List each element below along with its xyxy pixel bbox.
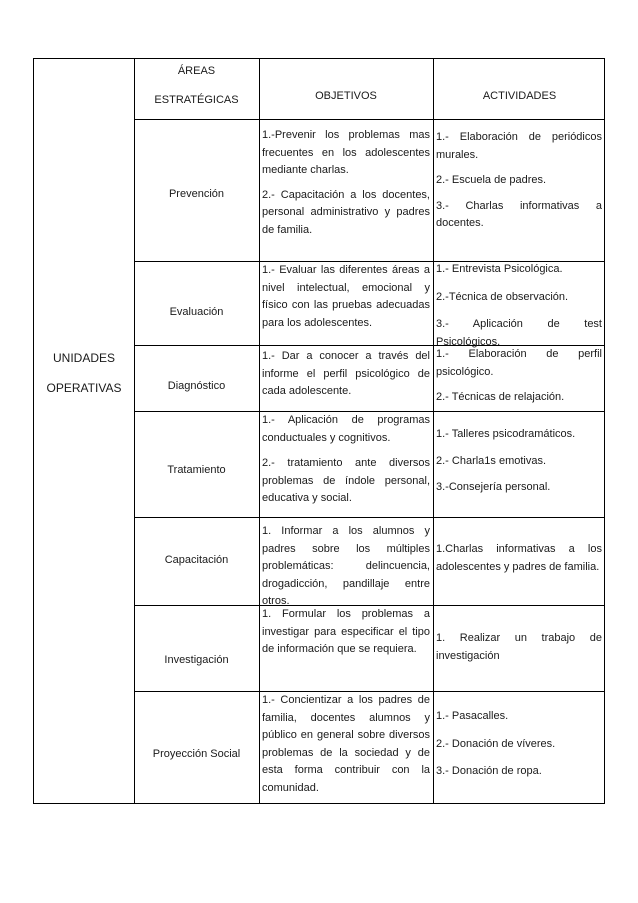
header-actividades: ACTIVIDADES <box>482 90 557 102</box>
actividad-text: 1.Charlas informativas a los adolescentes y padres de familia. <box>436 543 602 573</box>
actividad-text: 1.- Elaboración de periódicos murales. <box>436 131 602 161</box>
actividad-text: 2.- Charla1s emotivas. <box>436 454 547 467</box>
actividad-text: 1.- Elaboración de perfil psicológico. <box>436 348 602 378</box>
objetivos-cell <box>262 348 430 401</box>
header-areas-line2: ESTRATÉGICAS <box>154 94 239 106</box>
unidades-line1: UNIDADES <box>52 351 115 365</box>
actividades-cell <box>436 129 602 233</box>
area-cell <box>134 261 259 345</box>
objetivos-cell <box>262 262 430 332</box>
objetivo-text: 1.- Aplicación de programas conductuales y cognitivos. <box>262 414 430 444</box>
header-objetivos: OBJETIVOS <box>315 90 377 102</box>
header-areas-line1: ÁREAS <box>177 65 216 77</box>
actividad-text: 1.- Pasacalles. <box>436 710 509 722</box>
actividad-text: 3.- Donación de ropa. <box>436 765 542 777</box>
area-cell <box>134 691 259 805</box>
area-label: Prevención <box>168 188 225 201</box>
area-cell <box>134 119 259 261</box>
area-label: Evaluación <box>169 306 224 319</box>
area-label: Tratamiento <box>167 464 226 477</box>
area-cell <box>134 345 259 411</box>
actividad-text: 2.- Donación de víveres. <box>436 737 556 750</box>
objetivos-cell <box>262 692 430 797</box>
actividad-text: 3.- Aplicación de test Psicológicos. <box>436 318 602 348</box>
actividad-text: 2.- Escuela de padres. <box>436 174 547 186</box>
objetivo-text: 1.- Concientizar a los padres de familia, docentes alumnos y público en general sobre diversos problemas de la sociedad y de esta forma contribuir con la comunidad. <box>262 694 430 794</box>
unidades-line2: OPERATIVAS <box>46 381 122 395</box>
actividad-text: 3.-Consejería personal. <box>436 481 551 493</box>
area-label: Capacitación <box>164 554 229 567</box>
objetivo-text: 1.- Evaluar las diferentes áreas a nivel intelectual, emocional y físico con las pruebas adecuadas para los adolescentes. <box>262 264 430 329</box>
actividades-cell <box>436 426 602 497</box>
area-label: Investigación <box>164 654 229 667</box>
actividades-cell <box>436 541 602 576</box>
area-cell <box>134 411 259 517</box>
actividad-text: 3.- Charlas informativas a docentes. <box>436 199 602 229</box>
objetivo-text: 2.- tratamiento ante diversos problemas de índole personal, educativa y social. <box>262 457 430 504</box>
objetivos-cell <box>262 412 430 508</box>
area-label: Proyección Social <box>152 748 241 761</box>
actividades-cell <box>436 261 602 351</box>
objetivos-cell <box>262 523 430 611</box>
actividad-text: 1.- Talleres psicodramáticos. <box>436 428 576 440</box>
actividad-text: 2.-Técnica de observación. <box>436 290 569 303</box>
actividad-text: 1. Realizar un trabajo de investigación <box>436 632 602 662</box>
actividades-cell <box>436 346 602 407</box>
strategy-table <box>33 58 605 804</box>
actividad-text: 1.- Entrevista Psicológica. <box>436 263 563 275</box>
actividades-cell <box>436 630 602 665</box>
header-areas <box>134 59 259 119</box>
actividad-text: 2.- Técnicas de relajación. <box>436 391 565 403</box>
objetivos-cell <box>262 127 430 239</box>
objetivo-text: 1.-Prevenir los problemas mas frecuentes en los adolescentes mediante charlas. <box>262 129 430 176</box>
unidades-operativas-label <box>34 343 134 403</box>
objetivo-text: 1. Formular los problemas a investigar para especificar el tipo de información que se requiera. <box>262 608 430 655</box>
objetivos-cell <box>262 606 430 659</box>
area-label: Diagnóstico <box>167 380 226 393</box>
area-cell <box>134 605 259 691</box>
objetivo-text: 1. Informar a los alumnos y padres sobre los múltiples problemáticas: delincuencia, drogadicción, pandillaje entre otros. <box>262 525 430 607</box>
actividades-cell <box>436 708 602 781</box>
objetivo-text: 1.- Dar a conocer a través del informe el perfil psicológico de cada adolescente. <box>262 350 430 397</box>
objetivo-text: 2.- Capacitación a los docentes, personal administrativo y padres de familia. <box>262 188 430 236</box>
area-cell <box>134 517 259 605</box>
